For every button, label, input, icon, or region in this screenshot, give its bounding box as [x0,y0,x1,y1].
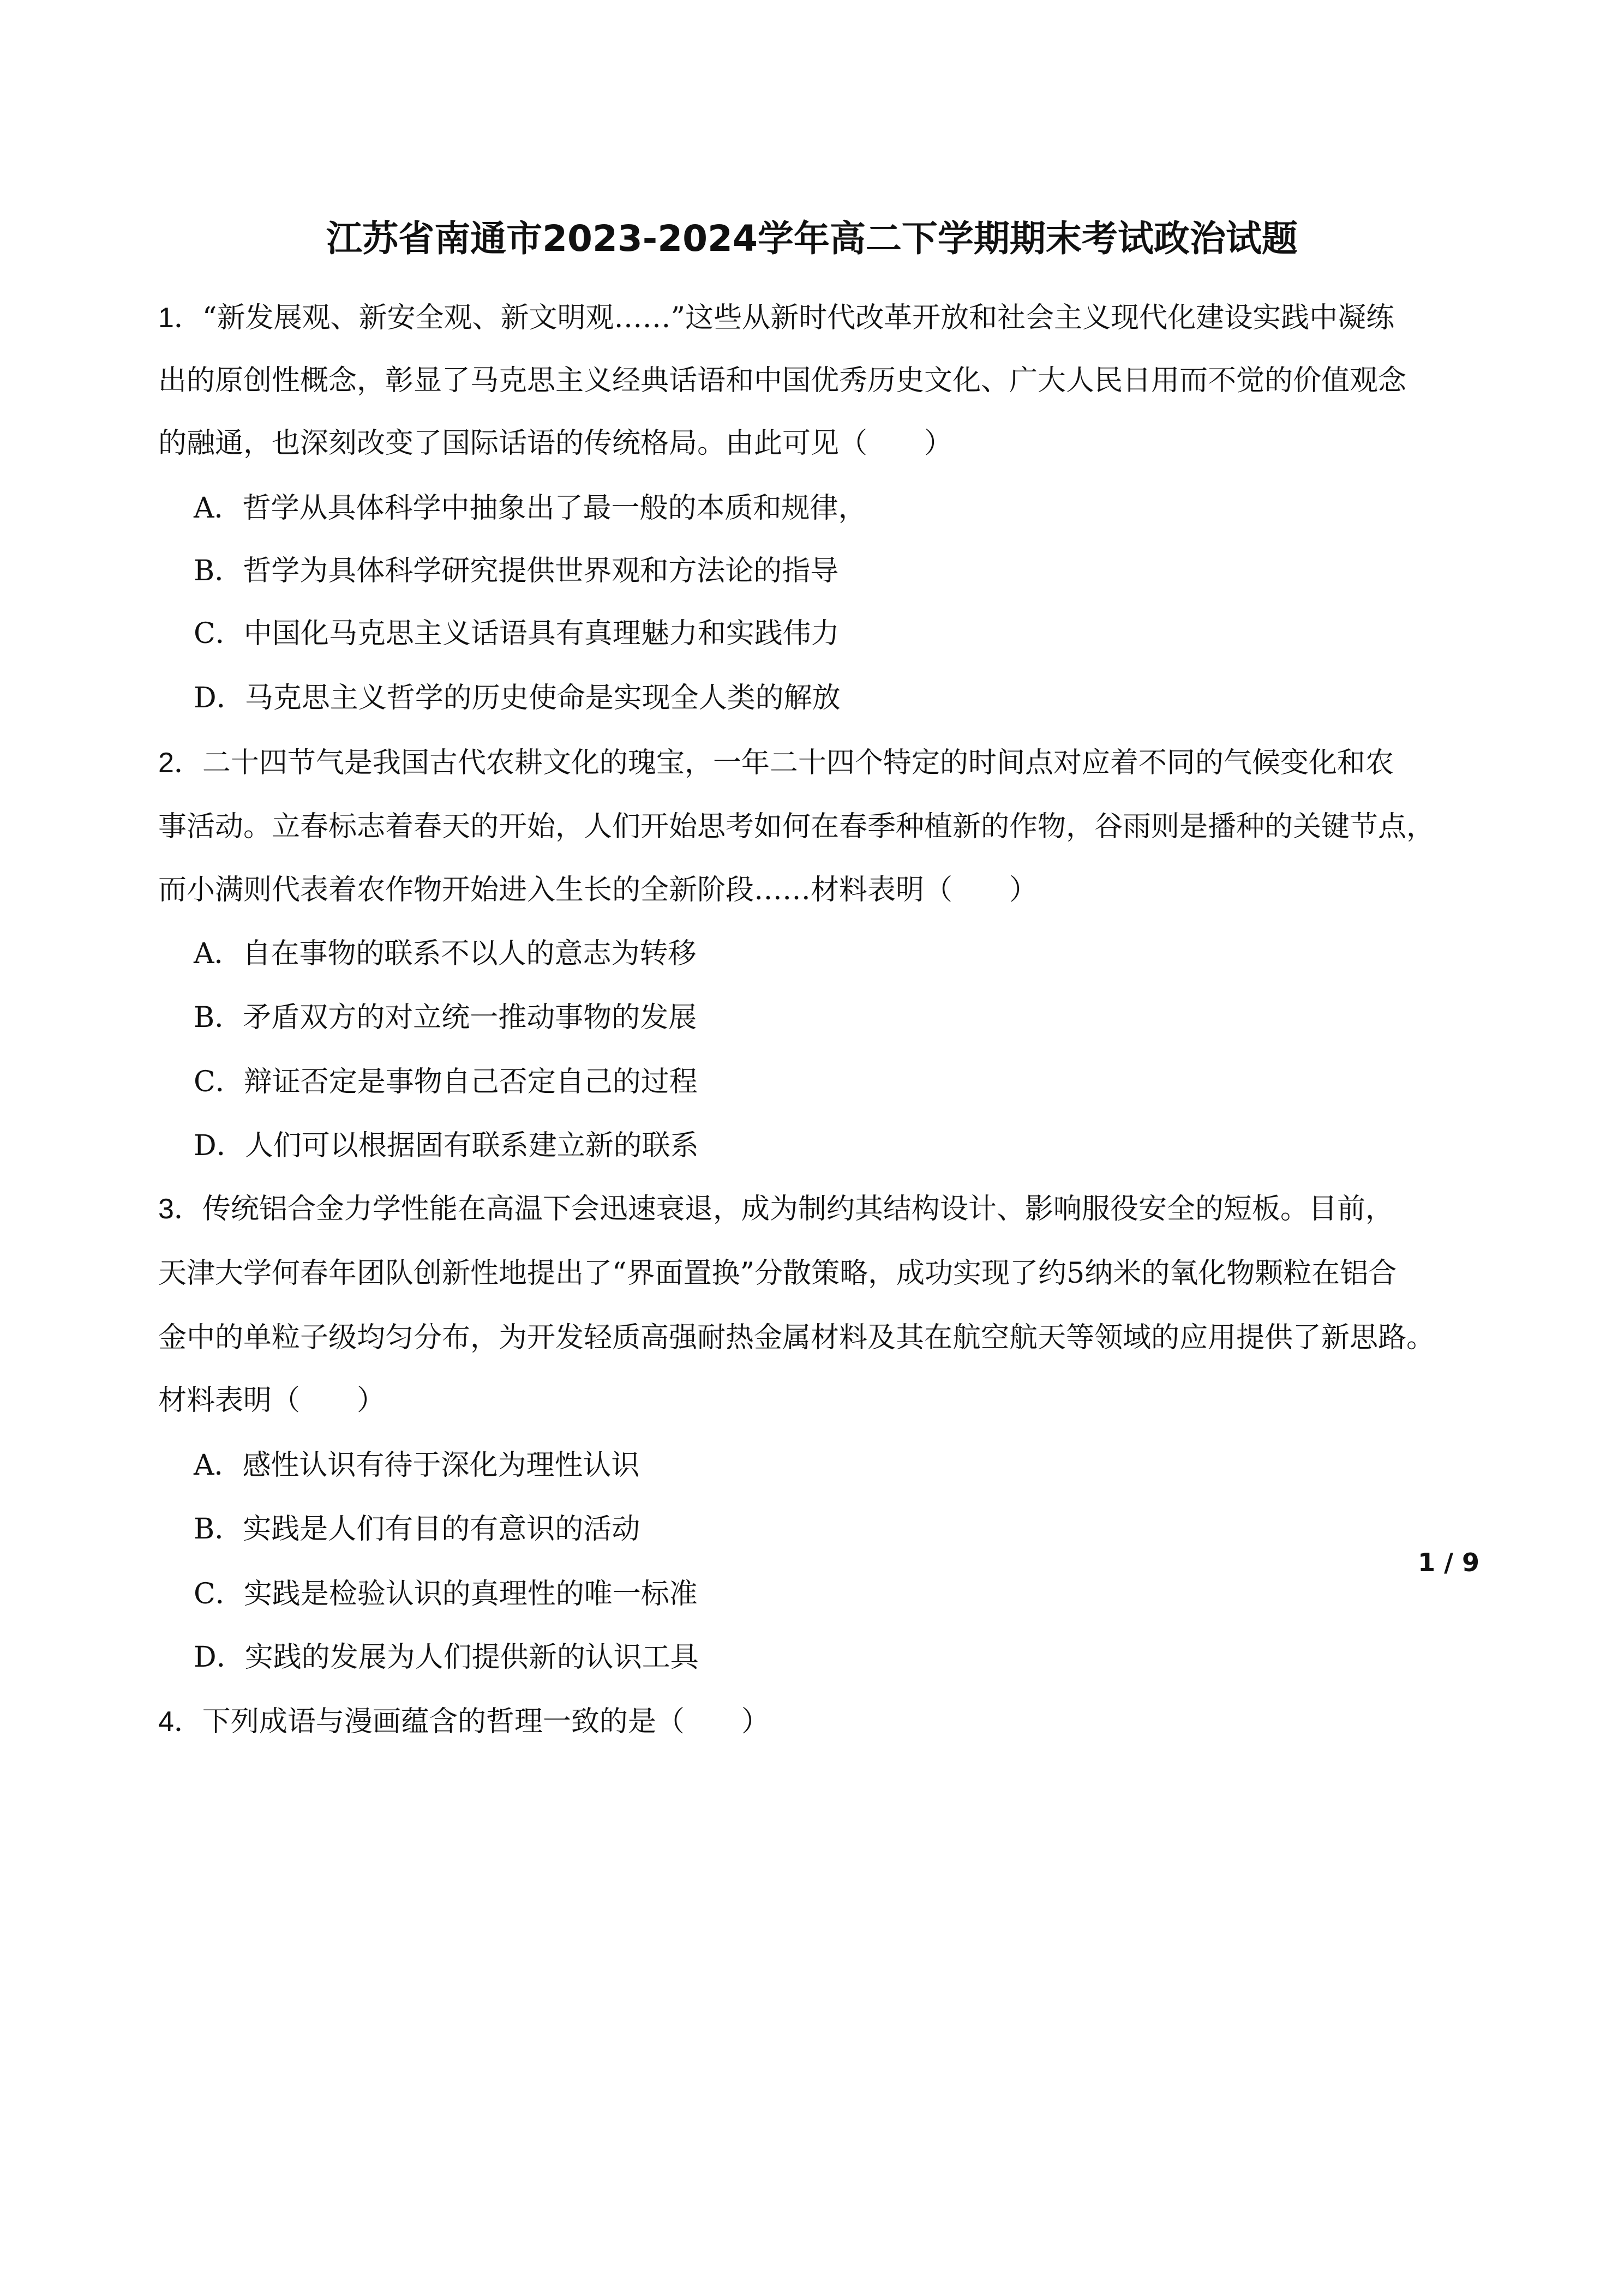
question-3-line-1 [158,1190,1394,1228]
question-3-option-b: B．实践是人们有目的有意识的活动 [194,1513,640,1546]
question-2-stem: 二十四节气是我国古代农耕文化的瑰宝，一年二十四个特定的时间点对应着不同的气候变化和农 [202,747,1394,779]
question-2-option-b: B．矛盾双方的对立统一推动事物的发展 [194,1001,697,1034]
question-4-line-1 [158,1703,770,1741]
question-1-option-b: B．哲学为具体科学研究提供世界观和方法论的指导 [194,555,839,587]
question-4-stem: 下列成语与漫画蕴含的哲理一致的是（ ） [202,1705,770,1738]
question-3-option-c: C．实践是检验认识的真理性的唯一标准 [194,1578,698,1610]
question-3-stem: 传统铝合金力学性能在高温下会迅速衰退，成为制约其结构设计、影响服役安全的短板。目前， [202,1193,1394,1225]
question-2-line-2: 事活动。立春标志着春天的开始，人们开始思考如何在春季种植新的作物，谷雨则是播种的关键节点， [158,810,1435,843]
question-2-line-1 [158,744,1394,782]
question-1-line-3: 的融通，也深刻改变了国际话语的传统格局。由此可见（ ） [158,427,953,460]
question-3-line-2: 天津大学何春年团队创新性地提出了“界面置换”分散策略，成功实现了约5纳米的氧化物颗粒在铝合 [158,1257,1397,1290]
question-3-option-d: D．实践的发展为人们提供新的认识工具 [194,1641,699,1674]
question-1-line-2: 出的原创性概念，彰显了马克思主义经典话语和中国优秀历史文化、广大人民日用而不觉的价值观念 [158,364,1407,397]
question-1-line-1 [158,299,1394,337]
question-1-option-d: D．马克思主义哲学的历史使命是实现全人类的解放 [194,682,841,714]
question-3-option-a: A．感性认识有待于深化为理性认识 [194,1449,640,1482]
question-1-option-a: A．哲学从具体科学中抽象出了最一般的本质和规律， [194,492,867,525]
question-4-number: 4． [158,1706,202,1738]
question-2-option-c: C．辩证否定是事物自己否定自己的过程 [194,1066,698,1098]
page-number: 1 / 9 [1418,1548,1479,1577]
question-3-number: 3． [158,1193,202,1225]
question-1-option-c: C．中国化马克思主义话语具有真理魅力和实践伟力 [194,617,840,650]
question-1-stem: “新发展观、新安全观、新文明观……”这些从新时代改革开放和社会主义现代化建设实践中凝练 [202,302,1395,334]
question-3-line-3: 金中的单粒子级均匀分布，为开发轻质高强耐热金属材料及其在航空航天等领域的应用提供了新思路。 [158,1321,1435,1354]
question-2-number: 2． [158,747,202,779]
question-1-number: 1． [158,302,202,334]
question-2-option-a: A．自在事物的联系不以人的意志为转移 [194,937,697,970]
question-2-line-3: 而小满则代表着农作物开始进入生长的全新阶段……材料表明（ ） [158,874,1038,906]
question-3-line-4: 材料表明（ ） [158,1384,386,1417]
question-2-option-d: D．人们可以根据固有联系建立新的联系 [194,1129,699,1162]
page-title: 江苏省南通市2023-2024学年高二下学期期末考试政治试题 [326,218,1298,260]
